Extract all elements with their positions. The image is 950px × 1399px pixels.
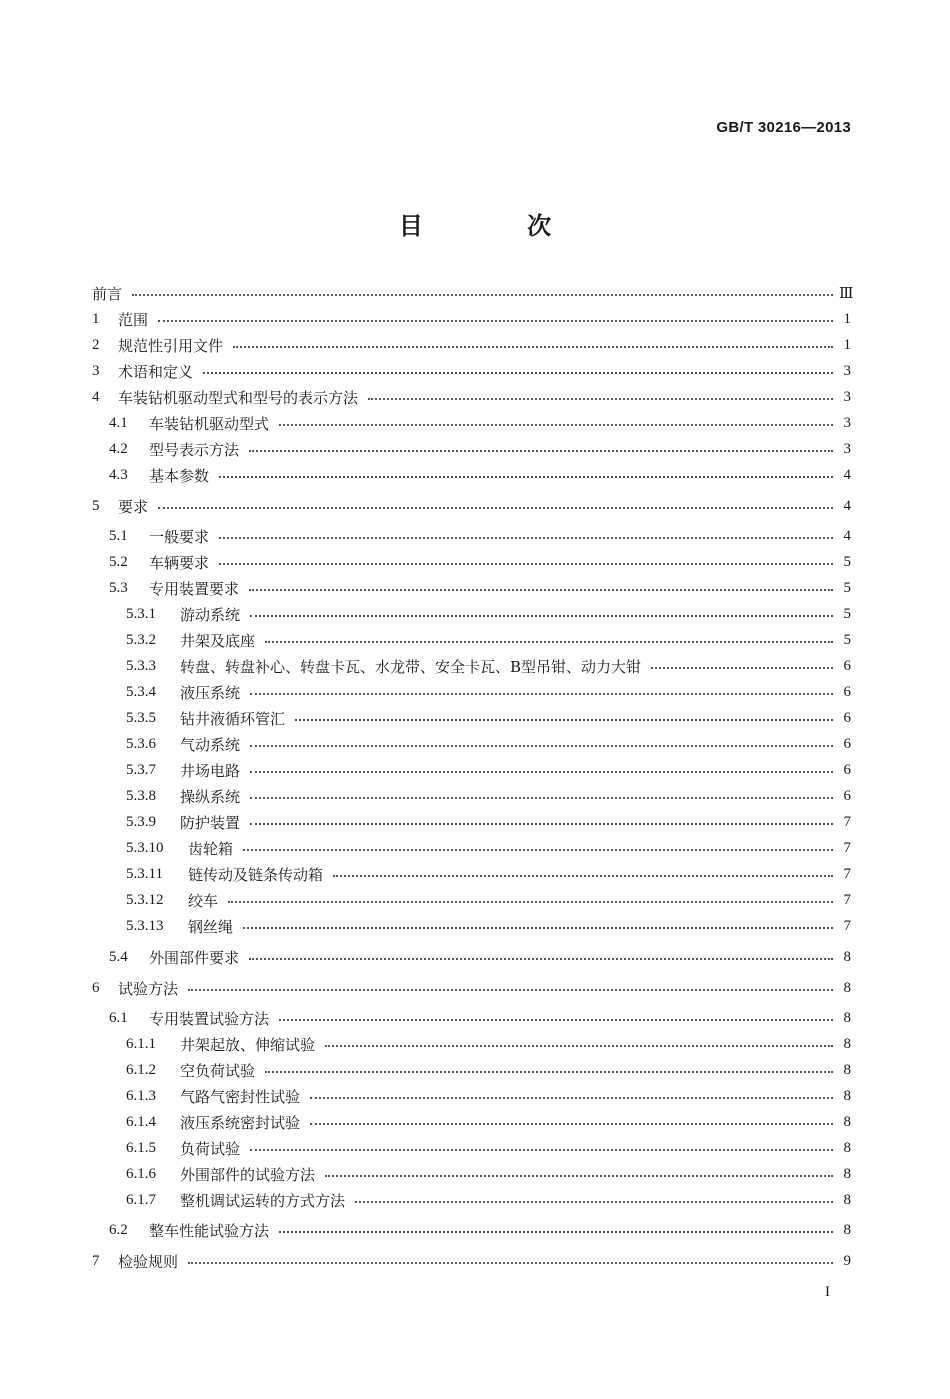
toc-entry-page: 8 <box>843 979 851 996</box>
toc-entry-page: 8 <box>843 1165 851 1182</box>
toc-entry-label: 井架起放、伸缩试验 <box>180 1035 316 1054</box>
toc-entry[interactable] <box>126 811 851 833</box>
toc-entry-label: 气路气密封性试验 <box>180 1087 301 1106</box>
toc-entry-page: 3 <box>843 440 851 457</box>
toc-entry-label: 型号表示方法 <box>149 440 240 459</box>
toc-entry-label: 检验规则 <box>118 1252 179 1271</box>
toc-entry-page: 8 <box>843 1221 851 1238</box>
toc-entry-label: 专用装置要求 <box>149 579 240 598</box>
dot-leader <box>132 294 833 296</box>
dot-leader <box>368 398 833 400</box>
toc-entry-label: 转盘、转盘补心、转盘卡瓦、水龙带、安全卡瓦、B型吊钳、动力大钳 <box>180 657 642 676</box>
toc-entry-page: 6 <box>843 657 851 674</box>
dot-leader <box>265 1071 833 1073</box>
toc-entry[interactable] <box>92 308 851 330</box>
toc-entry[interactable] <box>109 412 851 434</box>
dot-leader <box>250 745 833 747</box>
toc-entry-label: 绞车 <box>188 891 219 910</box>
toc-entry-label: 车装钻机驱动型式 <box>149 414 270 433</box>
dot-leader <box>250 1149 833 1151</box>
toc-entry-number: 6.1.6 <box>126 1165 156 1182</box>
toc-entry[interactable] <box>126 1085 851 1107</box>
standard-number: GB/T 30216—2013 <box>716 119 851 136</box>
toc-entry-page: 5 <box>843 631 851 648</box>
toc-entry-page: 7 <box>843 839 851 856</box>
toc-entry-page: 4 <box>843 466 851 483</box>
toc-entry-number: 5.3.11 <box>126 865 163 882</box>
toc-entry-number: 5.4 <box>109 948 128 965</box>
toc-entry-page: 8 <box>843 1139 851 1156</box>
toc-entry-number: 6.1.1 <box>126 1035 156 1052</box>
toc-entry-page: 8 <box>843 1009 851 1026</box>
toc-entry-label: 链传动及链条传动箱 <box>188 865 324 884</box>
toc-entry[interactable] <box>126 603 851 625</box>
dot-leader <box>158 320 833 322</box>
toc-entry-label: 要求 <box>118 497 149 516</box>
toc-entry-label: 前言 <box>92 284 123 303</box>
toc-entry-page: 7 <box>843 891 851 908</box>
toc-entry-number: 3 <box>92 362 100 379</box>
toc-entry-page: 6 <box>843 761 851 778</box>
toc-entry[interactable] <box>92 386 851 408</box>
toc-entry-label: 钻井液循环管汇 <box>180 709 286 728</box>
dot-leader <box>219 476 833 478</box>
toc-entry-label: 试验方法 <box>118 979 179 998</box>
toc-entry-page: 7 <box>843 917 851 934</box>
toc-entry-number: 5.3.10 <box>126 839 164 856</box>
toc-entry-number: 5.3.4 <box>126 683 156 700</box>
toc-entry-label: 齿轮箱 <box>188 839 234 858</box>
toc-entry-label: 负荷试验 <box>180 1139 241 1158</box>
toc-entry-page: Ⅲ <box>839 285 854 302</box>
toc-entry-number: 6.1.4 <box>126 1113 156 1130</box>
toc-entry-number: 5.2 <box>109 553 128 570</box>
toc-entry-page: 8 <box>843 1087 851 1104</box>
toc-entry-number: 5.3.7 <box>126 761 156 778</box>
dot-leader <box>325 1175 833 1177</box>
toc-entry-label: 一般要求 <box>149 527 210 546</box>
toc-entry-page: 8 <box>843 1191 851 1208</box>
toc-entry-page: 4 <box>843 497 851 514</box>
toc-entry[interactable] <box>109 551 851 573</box>
dot-leader <box>250 797 833 799</box>
page-number: I <box>825 1284 830 1300</box>
dot-leader <box>279 424 833 426</box>
toc-entry[interactable] <box>109 1007 851 1029</box>
toc-entry[interactable] <box>109 577 851 599</box>
toc-entry-number: 6.2 <box>109 1221 128 1238</box>
toc-entry-label: 整机调试运转的方式方法 <box>180 1191 346 1210</box>
toc-entry-label: 基本参数 <box>149 466 210 485</box>
toc-entry[interactable] <box>126 889 851 911</box>
toc-entry[interactable] <box>109 525 851 547</box>
dot-leader <box>250 771 833 773</box>
toc-entry-number: 6.1.3 <box>126 1087 156 1104</box>
toc-entry-number: 4.1 <box>109 414 128 431</box>
toc-entry[interactable] <box>92 1250 851 1272</box>
dot-leader <box>203 372 833 374</box>
toc-entry[interactable] <box>109 438 851 460</box>
toc-entry-number: 7 <box>92 1252 100 1269</box>
toc-entry-label: 车装钻机驱动型式和型号的表示方法 <box>118 388 359 407</box>
dot-leader <box>279 1231 833 1233</box>
toc-entry-label: 游动系统 <box>180 605 241 624</box>
page-title: 目 次 <box>398 211 600 240</box>
toc-entry-label: 术语和定义 <box>118 362 194 381</box>
toc-entry-page: 7 <box>843 865 851 882</box>
toc-entry-number: 5.3.2 <box>126 631 156 648</box>
dot-leader <box>250 823 833 825</box>
toc-entry-page: 8 <box>843 1061 851 1078</box>
toc-entry[interactable] <box>126 681 851 703</box>
toc-entry-label: 外围部件的试验方法 <box>180 1165 316 1184</box>
toc-entry-number: 5.3.9 <box>126 813 156 830</box>
dot-leader <box>355 1201 833 1203</box>
toc-entry-number: 5.3.13 <box>126 917 164 934</box>
toc-entry-page: 1 <box>843 310 851 327</box>
toc-entry[interactable] <box>126 733 851 755</box>
toc-entry-number: 6.1.2 <box>126 1061 156 1078</box>
toc-entry-label: 气动系统 <box>180 735 241 754</box>
toc-entry-number: 6 <box>92 979 100 996</box>
toc-entry-number: 5.1 <box>109 527 128 544</box>
toc-entry[interactable] <box>126 837 851 859</box>
toc-entry-label: 范围 <box>118 310 149 329</box>
dot-leader <box>219 563 833 565</box>
toc-entry[interactable] <box>126 785 851 807</box>
toc-entry[interactable] <box>92 977 851 999</box>
dot-leader <box>249 958 833 960</box>
toc-entry[interactable] <box>126 1137 851 1159</box>
dot-leader <box>243 849 833 851</box>
toc-entry-page: 9 <box>843 1252 851 1269</box>
toc-entry-number: 6.1 <box>109 1009 128 1026</box>
toc-entry-label: 钢丝绳 <box>188 917 234 936</box>
toc-entry-page: 8 <box>843 948 851 965</box>
toc-entry[interactable] <box>126 1033 851 1055</box>
dot-leader <box>188 1262 833 1264</box>
toc-entry-number: 5.3.8 <box>126 787 156 804</box>
toc-entry-number: 4.2 <box>109 440 128 457</box>
toc-entry-number: 5.3.5 <box>126 709 156 726</box>
toc-entry[interactable] <box>126 629 851 651</box>
toc-entry[interactable] <box>92 282 854 304</box>
toc-entry-number: 5.3.6 <box>126 735 156 752</box>
toc-entry-number: 5.3 <box>109 579 128 596</box>
toc-entry[interactable] <box>126 1111 851 1133</box>
toc-entry-page: 8 <box>843 1113 851 1130</box>
toc-entry-label: 井架及底座 <box>180 631 256 650</box>
toc-entry[interactable] <box>126 1163 851 1185</box>
toc-entry[interactable] <box>126 863 851 885</box>
dot-leader <box>249 450 833 452</box>
dot-leader <box>333 875 833 877</box>
dot-leader <box>233 346 833 348</box>
toc-entry[interactable] <box>126 915 851 937</box>
toc-entry[interactable] <box>109 1219 851 1241</box>
toc-entry[interactable] <box>126 759 851 781</box>
toc-entry[interactable] <box>126 1189 851 1211</box>
toc-entry-page: 5 <box>843 605 851 622</box>
toc-entry[interactable] <box>92 360 851 382</box>
toc-entry-label: 液压系统 <box>180 683 241 702</box>
dot-leader <box>219 537 833 539</box>
toc-entry-page: 6 <box>843 735 851 752</box>
dot-leader <box>295 719 833 721</box>
toc-entry-page: 6 <box>843 787 851 804</box>
dot-leader <box>228 901 833 903</box>
toc-entry-page: 3 <box>843 414 851 431</box>
dot-leader <box>310 1097 833 1099</box>
dot-leader <box>310 1123 833 1125</box>
toc-entry-page: 5 <box>843 579 851 596</box>
dot-leader <box>188 989 833 991</box>
toc-entry-label: 车辆要求 <box>149 553 210 572</box>
toc-entry-label: 空负荷试验 <box>180 1061 256 1080</box>
toc-entry-label: 规范性引用文件 <box>118 336 224 355</box>
toc-entry[interactable] <box>109 946 851 968</box>
toc-entry-number: 5.3.12 <box>126 891 164 908</box>
toc-entry-label: 防护装置 <box>180 813 241 832</box>
dot-leader <box>249 589 833 591</box>
toc-entry-page: 3 <box>843 388 851 405</box>
toc-entry-page: 3 <box>843 362 851 379</box>
dot-leader <box>158 507 833 509</box>
toc-entry[interactable] <box>92 334 851 356</box>
toc-entry-number: 4 <box>92 388 100 405</box>
dot-leader <box>325 1045 833 1047</box>
toc-entry[interactable] <box>126 707 851 729</box>
toc-entry-page: 5 <box>843 553 851 570</box>
toc-entry-number: 5.3.1 <box>126 605 156 622</box>
toc-entry-number: 6.1.7 <box>126 1191 156 1208</box>
toc-entry-label: 整车性能试验方法 <box>149 1221 270 1240</box>
dot-leader <box>651 667 833 669</box>
dot-leader <box>279 1019 833 1021</box>
toc-entry-number: 6.1.5 <box>126 1139 156 1156</box>
toc-entry-number: 4.3 <box>109 466 128 483</box>
toc-entry[interactable] <box>92 495 851 517</box>
toc-entry-label: 操纵系统 <box>180 787 241 806</box>
toc-entry-page: 1 <box>843 336 851 353</box>
toc-entry-number: 2 <box>92 336 100 353</box>
dot-leader <box>250 615 833 617</box>
toc-entry[interactable] <box>126 1059 851 1081</box>
toc-entry-label: 外围部件要求 <box>149 948 240 967</box>
toc-entry[interactable] <box>126 655 851 677</box>
toc-entry-page: 4 <box>843 527 851 544</box>
toc-entry-page: 6 <box>843 683 851 700</box>
toc-entry-number: 5 <box>92 497 100 514</box>
dot-leader <box>250 693 833 695</box>
toc-entry-number: 5.3.3 <box>126 657 156 674</box>
toc-entry-label: 井场电路 <box>180 761 241 780</box>
toc-entry-number: 1 <box>92 310 100 327</box>
dot-leader <box>243 927 833 929</box>
dot-leader <box>265 641 833 643</box>
toc-entry-page: 7 <box>843 813 851 830</box>
toc-entry-page: 6 <box>843 709 851 726</box>
toc-entry[interactable] <box>109 464 851 486</box>
toc-entry-page: 8 <box>843 1035 851 1052</box>
toc-entry-label: 专用装置试验方法 <box>149 1009 270 1028</box>
toc-entry-label: 液压系统密封试验 <box>180 1113 301 1132</box>
